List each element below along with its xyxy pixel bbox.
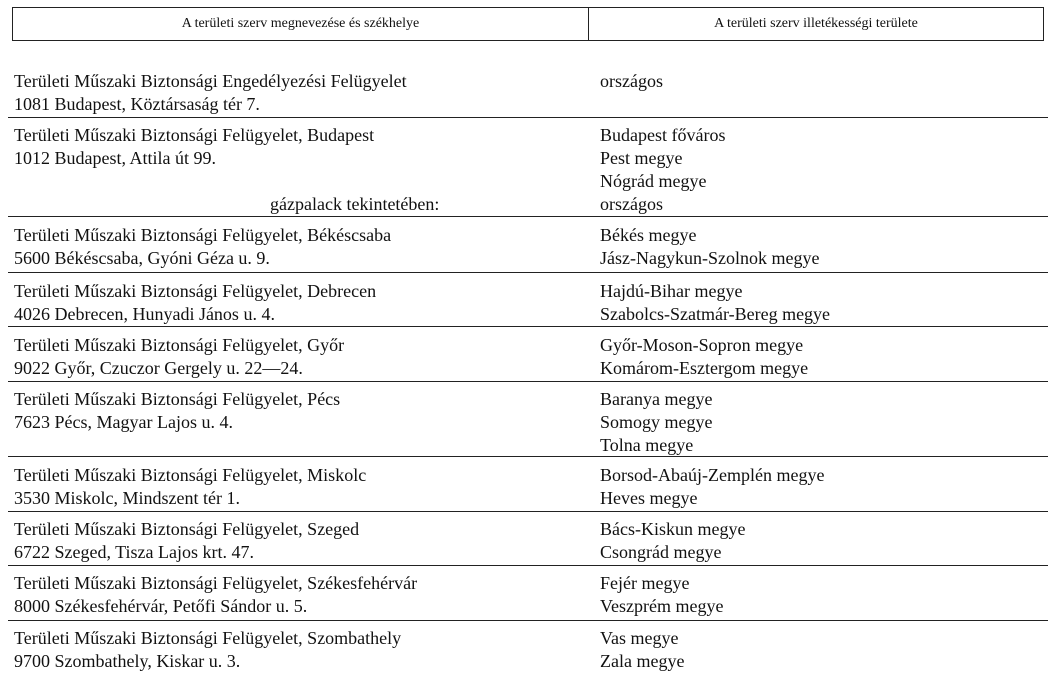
agency-name: Területi Műszaki Biztonsági Felügyelet, Szombathely [14,628,402,648]
row-divider [8,511,1048,512]
jurisdiction-area: Tolna megye [600,435,694,455]
agency-name: Területi Műszaki Biztonsági Felügyelet, Szeged [14,519,360,539]
jurisdiction-area: Zala megye [600,651,685,671]
jurisdiction-cell [600,388,1040,457]
jurisdiction-area: Vas megye [600,628,679,648]
agency-address: 9022 Győr, Czuczor Gergely u. 22—24. [14,358,303,378]
jurisdiction-area: Szabolcs-Szatmár-Bereg megye [600,304,831,324]
jurisdiction-cell [600,518,1040,564]
jurisdiction-area: Somogy megye [600,412,713,432]
jurisdiction-cell [600,464,1040,510]
header-left: A területi szerv megnevezése és székhelye [13,8,589,40]
jurisdiction-area: Budapest főváros [600,125,726,145]
agency-address: 6722 Szeged, Tisza Lajos krt. 47. [14,542,254,562]
agency-note: gázpalack tekintetében: [270,194,440,214]
jurisdiction-area: Győr-Moson-Sopron megye [600,335,804,355]
jurisdiction-area: Borsod-Abaúj-Zemplén megye [600,465,825,485]
row-divider [8,456,1048,457]
agency-address: 1081 Budapest, Köztársaság tér 7. [14,94,260,114]
row-divider [8,565,1048,566]
agency-name: Területi Műszaki Biztonsági Felügyelet, Békéscsaba [14,225,392,245]
jurisdiction-cell [600,572,1040,618]
agency-cell [14,70,574,116]
jurisdiction-area: Veszprém megye [600,596,724,616]
agency-cell [14,572,574,618]
jurisdiction-area: Heves megye [600,488,698,508]
agency-name: Területi Műszaki Biztonsági Felügyelet, Debrecen [14,281,377,301]
agency-name: Területi Műszaki Biztonsági Felügyelet, Miskolc [14,465,367,485]
header-right: A területi szerv illetékességi területe [714,16,918,31]
agency-cell [14,334,574,380]
agency-cell [14,518,574,564]
jurisdiction-cell [600,124,1040,216]
agency-address: 4026 Debrecen, Hunyadi János u. 4. [14,304,275,324]
agency-cell [14,627,574,673]
agency-cell [14,224,574,270]
agency-cell [14,124,574,216]
row-divider [8,216,1048,217]
agency-cell [14,280,574,326]
jurisdiction-cell [600,70,1040,93]
jurisdiction-area: Békés megye [600,225,697,245]
jurisdiction-area: Bács-Kiskun megye [600,519,746,539]
agency-name: Területi Műszaki Biztonsági Felügyelet, Székesfehérvár [14,573,418,593]
jurisdiction-cell [600,224,1040,270]
row-divider [8,381,1048,382]
agency-name: Területi Műszaki Biztonsági Felügyelet, Budapest [14,125,375,145]
row-divider [8,620,1048,621]
agency-address: 8000 Székesfehérvár, Petőfi Sándor u. 5. [14,596,308,616]
agency-address: 3530 Miskolc, Mindszent tér 1. [14,488,240,508]
agency-address: 7623 Pécs, Magyar Lajos u. 4. [14,412,233,432]
jurisdiction-area: Hajdú-Bihar megye [600,281,743,301]
jurisdiction-area: Csongrád megye [600,542,722,562]
jurisdiction-area: Jász-Nagykun-Szolnok megye [600,248,820,268]
spacer [14,170,574,193]
agency-name: Területi Műszaki Biztonsági Engedélyezési Felügyelet [14,71,407,91]
row-divider [8,326,1048,327]
jurisdiction-area: Nógrád megye [600,171,707,191]
table-header [12,7,1044,41]
jurisdiction-area: országos [600,194,663,214]
row-divider [8,272,1048,273]
row-divider [8,117,1048,118]
agency-cell [14,464,574,510]
jurisdiction-cell [600,627,1040,673]
agency-name: Területi Műszaki Biztonsági Felügyelet, Győr [14,335,345,355]
agency-address: 1012 Budapest, Attila út 99. [14,148,216,168]
agency-address: 5600 Békéscsaba, Gyóni Géza u. 9. [14,248,270,268]
agency-address: 9700 Szombathely, Kiskar u. 3. [14,651,241,671]
jurisdiction-area: Komárom-Esztergom megye [600,358,809,378]
jurisdiction-area: Baranya megye [600,389,713,409]
jurisdiction-area: országos [600,71,663,91]
agency-name: Területi Műszaki Biztonsági Felügyelet, Pécs [14,389,341,409]
agency-cell [14,388,574,434]
jurisdiction-area: Pest megye [600,148,683,168]
jurisdiction-cell [600,280,1040,326]
jurisdiction-area: Fejér megye [600,573,690,593]
jurisdiction-cell [600,334,1040,380]
